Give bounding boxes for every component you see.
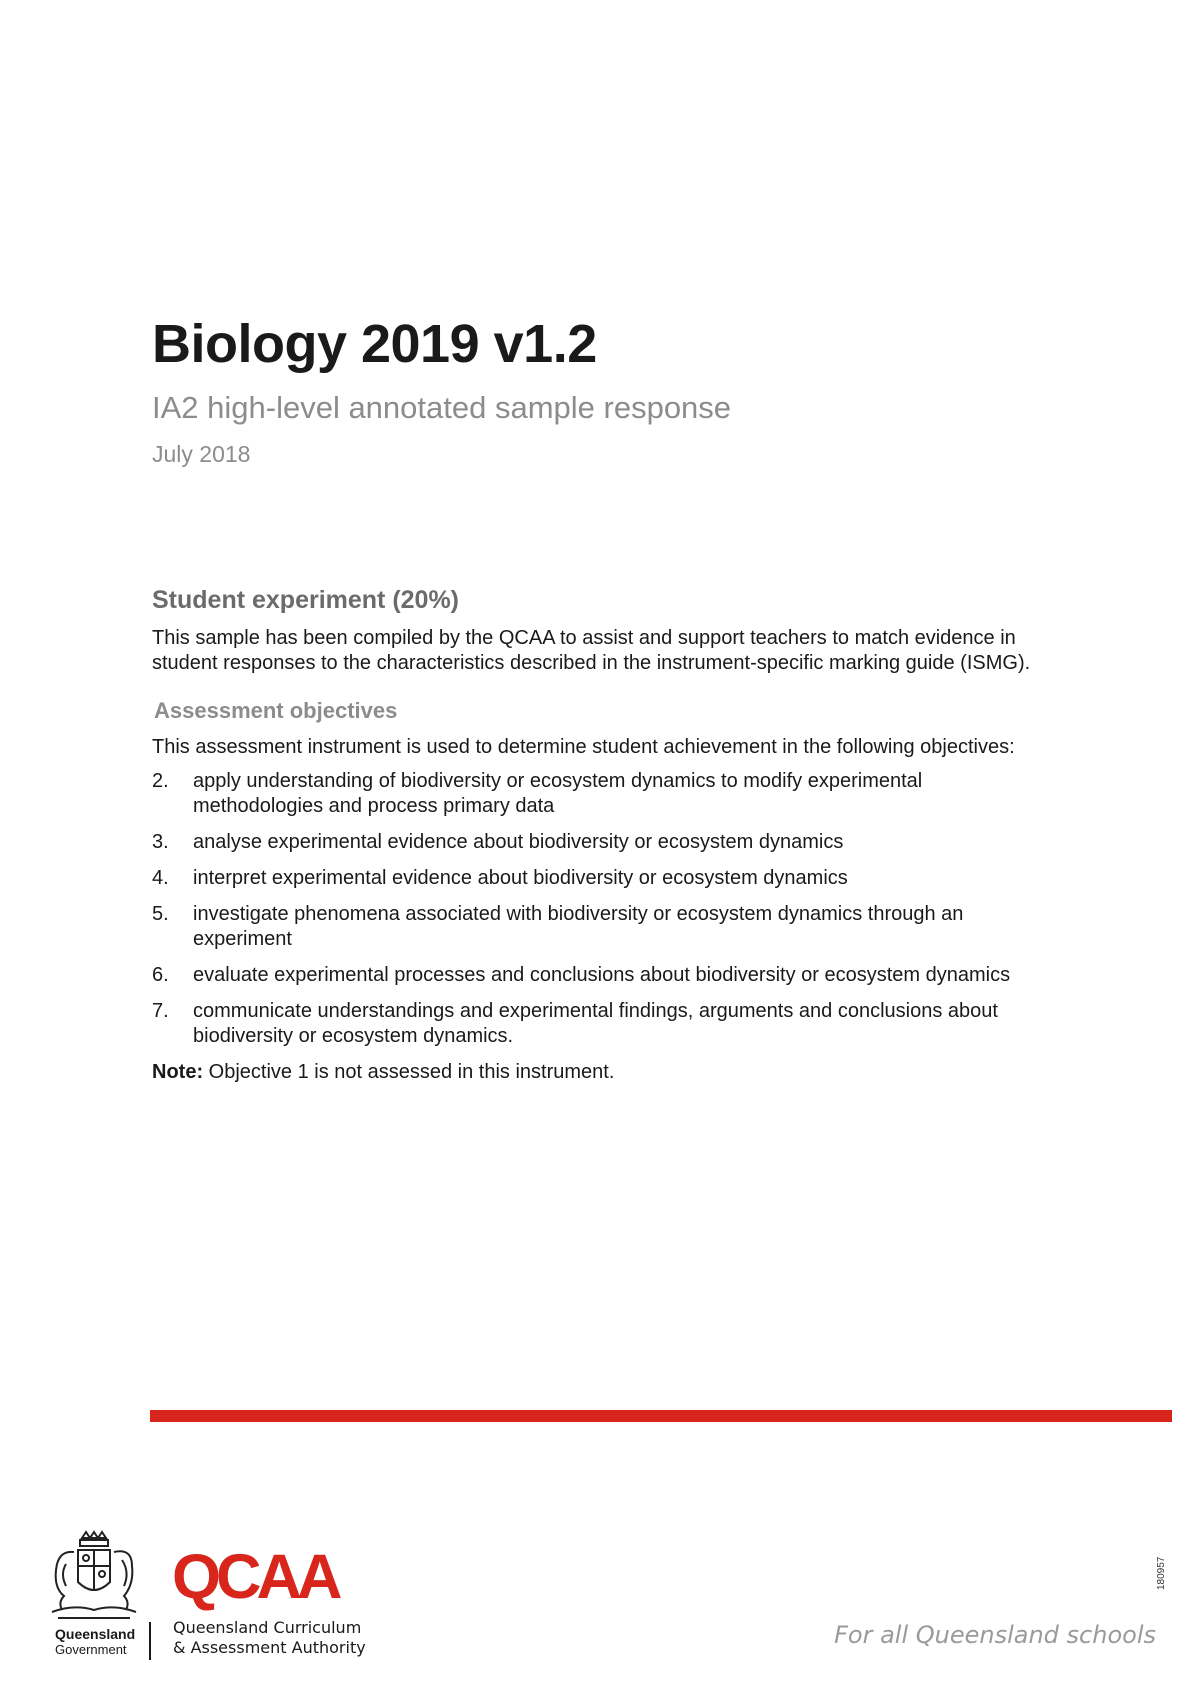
- list-item-text: evaluate experimental processes and conclusions about biodiversity or ecosystem dynamics: [193, 964, 1011, 986]
- objectives-intro: This assessment instrument is used to determine student achievement in the following objectives:: [152, 736, 1015, 758]
- list-item-number: 5.: [152, 903, 169, 925]
- red-divider-rule: [150, 1410, 1172, 1422]
- list-item: [152, 963, 1052, 988]
- list-item-text: investigate phenomena associated with biodiversity or ecosystem dynamics through an experiment: [193, 903, 964, 950]
- list-item: [152, 999, 1052, 1049]
- document-code: 180957: [1156, 1556, 1167, 1590]
- list-item-number: 2.: [152, 770, 169, 792]
- logo-divider: [149, 1622, 151, 1660]
- qcaa-logo: QCAA: [172, 1542, 338, 1612]
- list-item-number: 3.: [152, 831, 169, 853]
- list-item: [152, 830, 1052, 855]
- list-item-text: analyse experimental evidence about biodiversity or ecosystem dynamics: [193, 831, 844, 853]
- list-item-text: apply understanding of biodiversity or ecosystem dynamics to modify experimental methodologies and process primary data: [193, 770, 923, 817]
- gov-line-2: Government: [55, 1642, 127, 1657]
- list-item-text: communicate understandings and experimental findings, arguments and conclusions about biodiversity or ecosystem dynamics.: [193, 1000, 998, 1047]
- queensland-crest-icon: [44, 1530, 144, 1625]
- objectives-list: [152, 769, 1052, 1049]
- note-label: Note:: [152, 1061, 204, 1083]
- note-text: Objective 1 is not assessed in this instrument.: [203, 1061, 615, 1083]
- list-item-number: 7.: [152, 1000, 169, 1022]
- page-subtitle: IA2 high-level annotated sample response: [152, 390, 732, 425]
- qcaa-name-line-1: Queensland Curriculum: [173, 1618, 362, 1637]
- section-heading: Student experiment (20%): [152, 586, 460, 614]
- objectives-heading: Assessment objectives: [154, 698, 398, 723]
- qcaa-full-name: [173, 1618, 366, 1658]
- queensland-government-wordmark: [55, 1627, 135, 1657]
- list-item-number: 6.: [152, 964, 169, 986]
- tagline: For all Queensland schools: [834, 1621, 1156, 1649]
- list-item: [152, 866, 1052, 891]
- list-item: [152, 769, 1052, 819]
- list-item: [152, 902, 1052, 952]
- page-title: Biology 2019 v1.2: [152, 314, 597, 374]
- note: [152, 1060, 1052, 1085]
- list-item-number: 4.: [152, 867, 169, 889]
- intro-paragraph: This sample has been compiled by the QCAA to assist and support teachers to match evidence in student responses to the characteristics described in the instrument-specific marking guide (ISMG).: [152, 627, 1031, 674]
- gov-line-1: Queensland: [55, 1626, 136, 1642]
- qcaa-name-line-2: & Assessment Authority: [173, 1638, 366, 1657]
- main-content: [152, 588, 1052, 1085]
- publication-date: July 2018: [152, 441, 251, 467]
- list-item-text: interpret experimental evidence about biodiversity or ecosystem dynamics: [193, 867, 848, 889]
- footer: [0, 1530, 1200, 1696]
